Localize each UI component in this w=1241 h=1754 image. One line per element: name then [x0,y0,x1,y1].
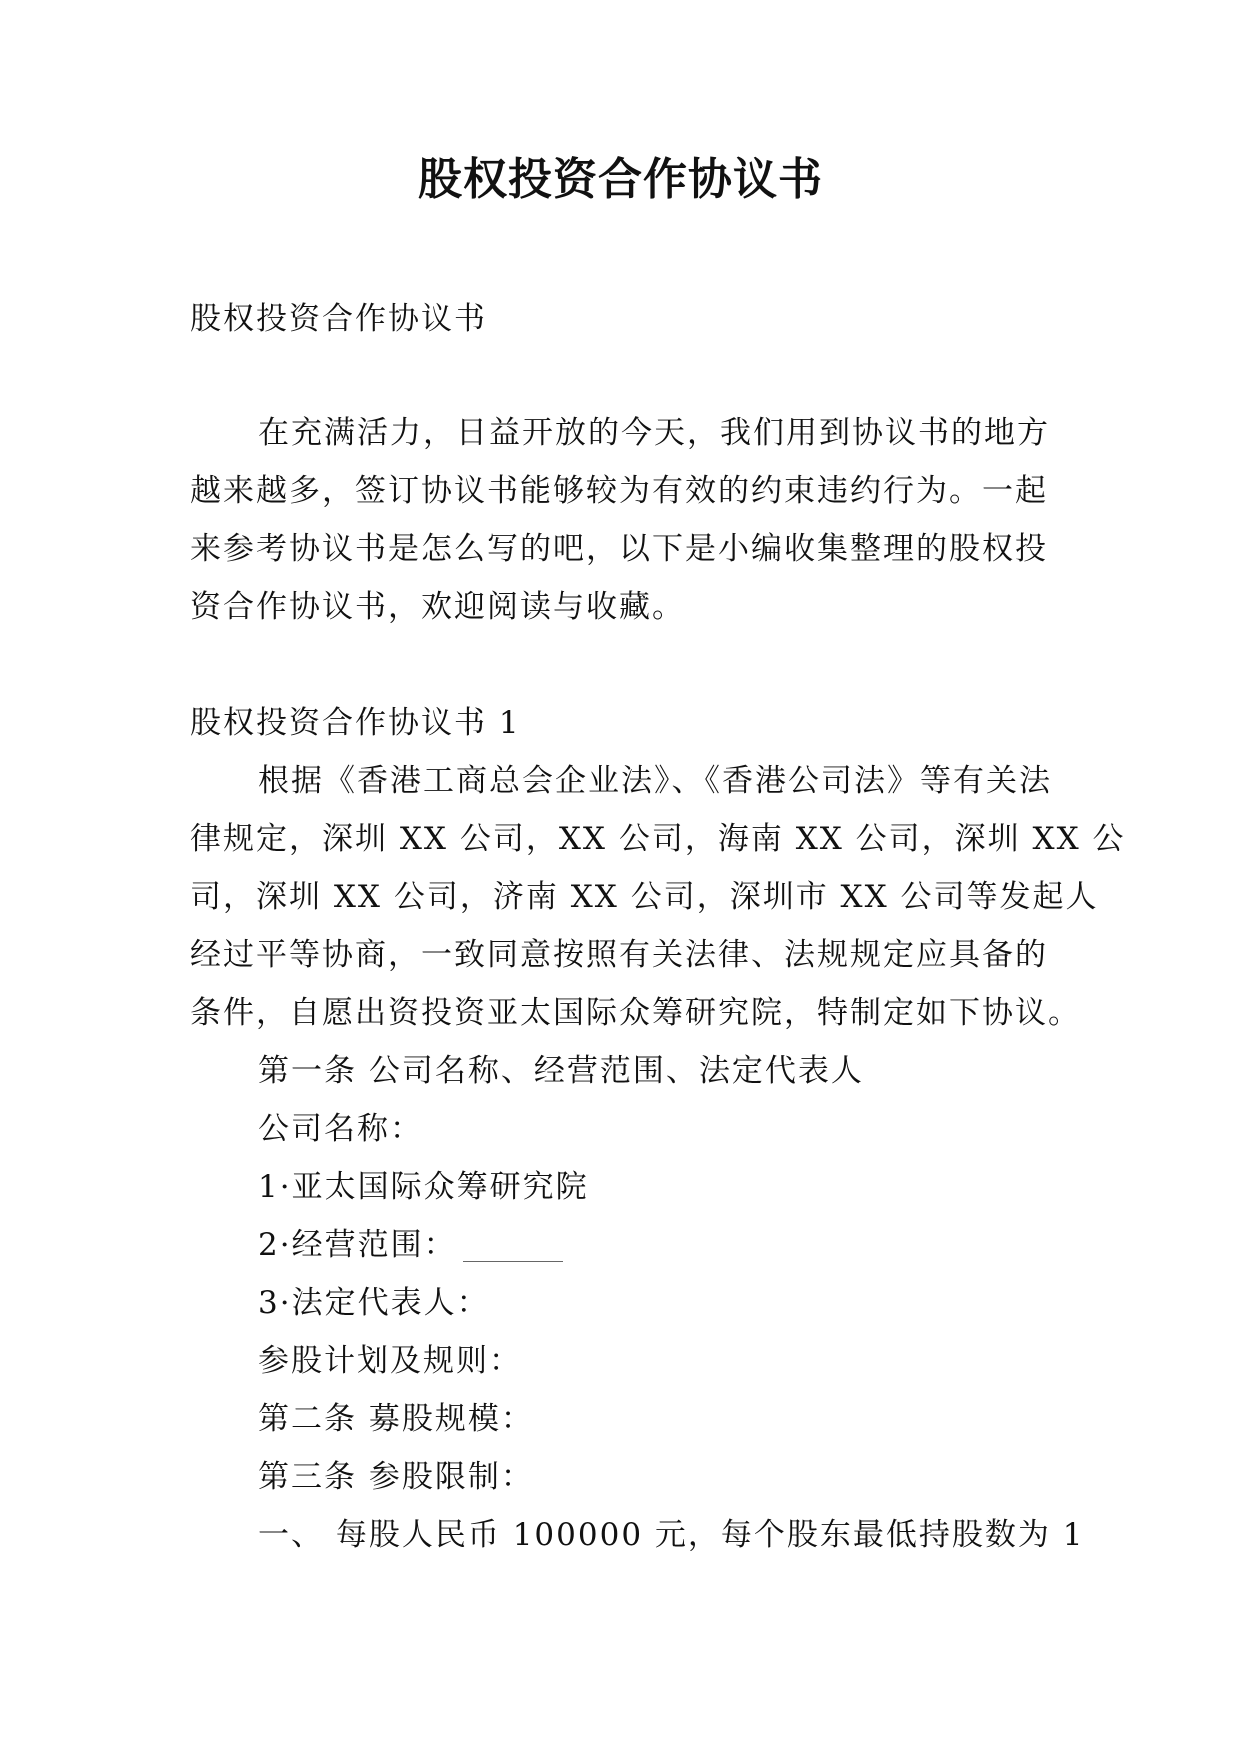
article-2-heading: 第二条 募股规模： [258,1401,534,1437]
company-name-label: 公司名称： [258,1111,423,1147]
share-plan-heading: 参股计划及规则： [258,1343,522,1379]
document-title: 股权投资合作协议书 [418,154,823,205]
preamble-line: 律规定，深圳 XX 公司，XX 公司，海南 XX 公司，深圳 XX 公 [190,821,1126,857]
preamble-line: 条件，自愿出资投资亚太国际众筹研究院，特制定如下协议。 [190,995,1081,1031]
article-3-heading: 第三条 参股限制： [258,1459,534,1495]
intro-paragraph [190,404,1060,636]
section-title: 股权投资合作协议书 1 [190,705,521,741]
preamble-line: 经过平等协商，一致同意按照有关法律、法规规定应具备的 [190,937,1048,973]
preamble-paragraph [190,752,1126,1042]
item-1-company-name: 1·亚太国际众筹研究院 [258,1169,589,1205]
preamble-line: 根据《香港工商总会企业法》、《香港公司法》等有关法 [258,763,1052,799]
item-3-legal-representative: 3·法定代表人： [258,1285,490,1321]
clause-one: 一、 每股人民币 100000 元，每个股东最低持股数为 1 [258,1517,1085,1553]
preamble-line: 司，深圳 XX 公司，济南 XX 公司，深圳市 XX 公司等发起人 [190,879,1099,915]
document-subtitle: 股权投资合作协议书 [190,301,487,337]
business-scope-label: 2·经营范围： [258,1227,457,1263]
item-2-business-scope [258,1216,1128,1274]
intro-line: 来参考协议书是怎么写的吧，以下是小编收集整理的股权投 [190,531,1048,567]
intro-line: 越来越多，签订协议书能够较为有效的约束违约行为。一起 [190,473,1048,509]
business-scope-blank [463,1231,563,1262]
intro-line: 资合作协议书，欢迎阅读与收藏。 [190,589,685,625]
article-1-heading: 第一条 公司名称、经营范围、法定代表人 [258,1053,864,1089]
intro-line: 在充满活力，日益开放的今天，我们用到协议书的地方 [258,415,1050,451]
